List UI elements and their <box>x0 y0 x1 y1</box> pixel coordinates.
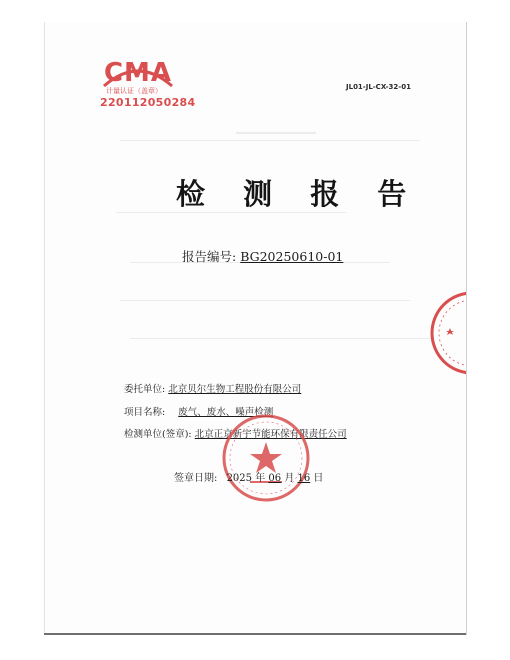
testing-unit-value: 北京正京新宇节能环保有限责任公司 <box>194 429 347 440</box>
company-seal-icon <box>220 412 312 504</box>
report-number <box>182 247 343 265</box>
sign-date-year-unit: 年 <box>255 473 266 484</box>
testing-unit-label: 检测单位(签章): <box>124 429 192 440</box>
page-edge <box>44 22 45 634</box>
report-title: 检 测 报 告 <box>176 177 421 211</box>
project-label: 项目名称: <box>124 407 166 418</box>
sign-date-month: 06 <box>268 473 282 484</box>
sign-date-label: 签章日期: <box>174 473 218 484</box>
sign-date-month-unit: 月 <box>284 473 295 484</box>
cma-number: 220112050284 <box>100 96 196 109</box>
client-value: 北京贝尔生物工程股份有限公司 <box>168 384 302 395</box>
sign-date-day-unit: 日 <box>313 473 324 484</box>
report-number-value: BG20250610-01 <box>240 249 344 264</box>
sign-date-year: 2025 <box>226 473 253 484</box>
sign-date-day: 16 <box>297 473 311 484</box>
show-through-text <box>236 132 316 134</box>
seam-seal-icon <box>426 288 466 378</box>
project-value: 废气、废水、噪声检测 <box>178 407 274 418</box>
sign-date <box>174 469 323 484</box>
cma-mark: CMA <box>103 58 173 88</box>
client-field <box>124 381 301 395</box>
cma-logo <box>100 58 196 114</box>
cma-caption: 计量认证（盖章） <box>106 87 162 95</box>
document-code: JL01-JL-CX-32-01 <box>346 83 411 91</box>
show-through-text <box>120 140 420 141</box>
report-number-label: 报告编号: <box>182 249 237 264</box>
page-bottom-edge <box>44 633 466 635</box>
show-through-text <box>120 300 410 301</box>
show-through-text <box>130 338 430 339</box>
client-label: 委托单位: <box>124 384 166 395</box>
